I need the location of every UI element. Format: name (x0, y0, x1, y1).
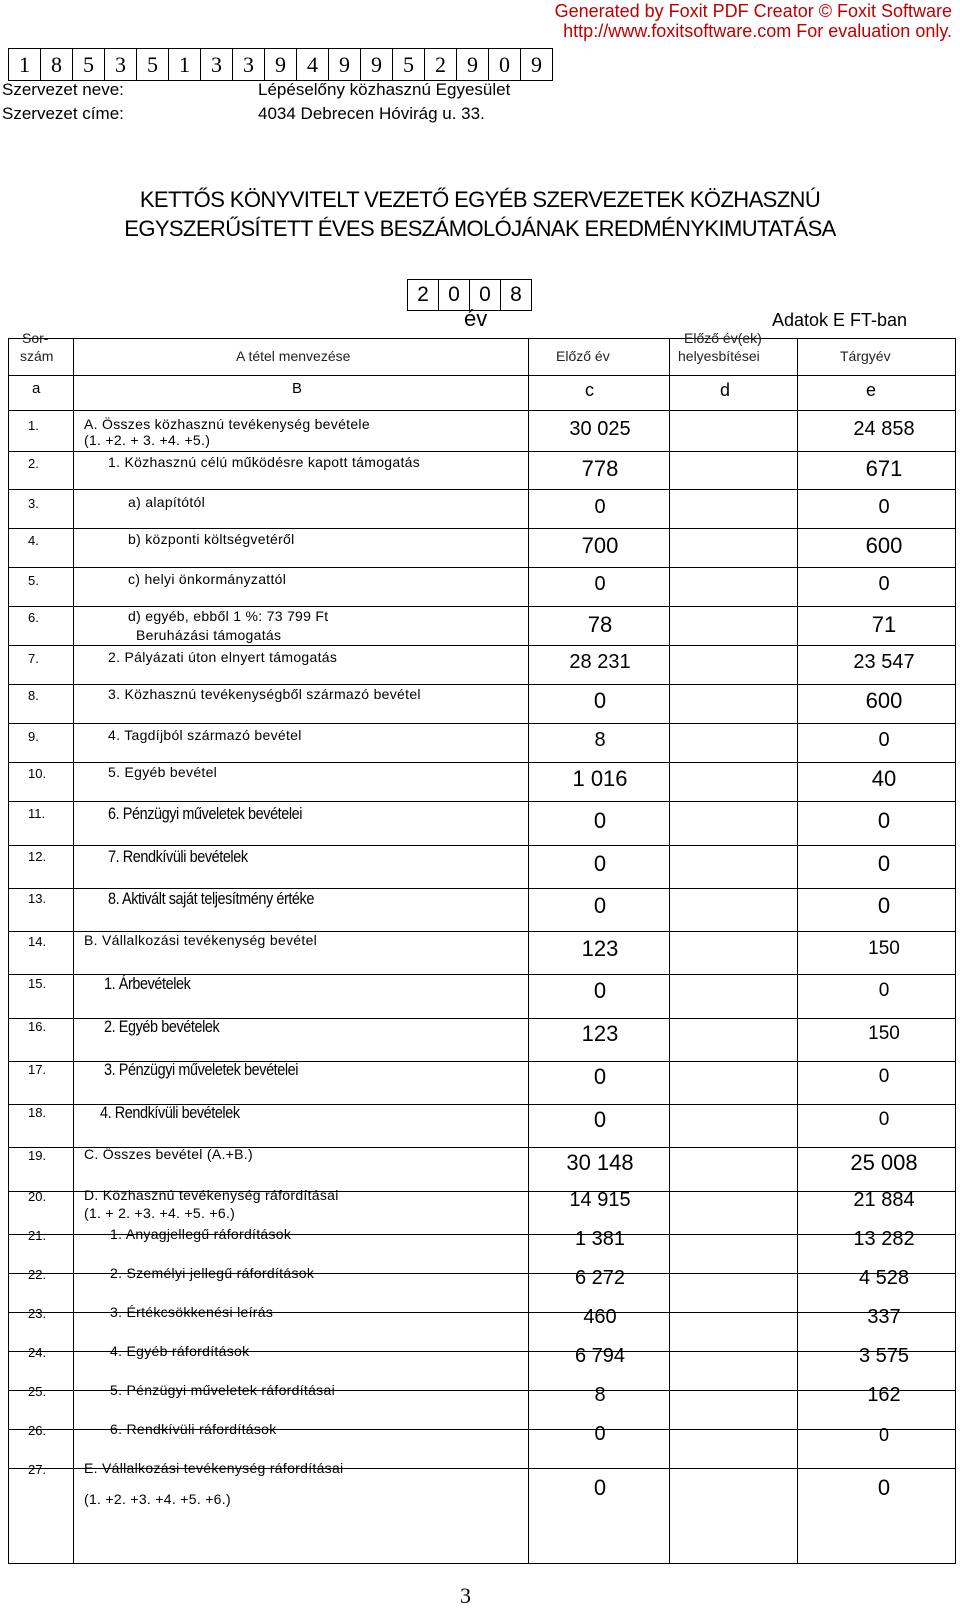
col-letter-b: B (292, 380, 303, 397)
row-label: 1. Árbevételek (104, 974, 191, 993)
tax-digit: 2 (425, 49, 457, 81)
tax-digit: 9 (521, 49, 553, 81)
row-label: 3. Értékcsökkenési leírás (110, 1304, 274, 1320)
prev-year-value: 0 (593, 688, 607, 713)
row-label: b) központi költségvetéről (128, 531, 295, 547)
current-year-value: 0 (877, 1475, 891, 1500)
tax-digit: 9 (265, 49, 297, 81)
row-label: 5. Pénzügyi műveletek ráfordításai (110, 1382, 335, 1398)
tax-digit: 1 (9, 49, 41, 81)
page-number: 3 (460, 1583, 471, 1608)
col-header-prev: Előző év (556, 348, 610, 364)
prev-year-value: 0 (593, 978, 607, 1003)
row-number: 9. (28, 729, 39, 744)
tax-digit: 3 (105, 49, 137, 81)
row-number: 11. (28, 806, 46, 821)
row-label: 1. Anyagjellegű ráfordítások (110, 1226, 292, 1242)
statement-table (8, 338, 956, 1564)
row-number: 19. (28, 1148, 47, 1163)
row-label: 4. Rendkívüli bevételek (100, 1103, 240, 1122)
tax-digit: 9 (361, 49, 393, 81)
prev-year-value: 28 231 (569, 651, 631, 673)
prev-year-value: 0 (593, 1475, 607, 1500)
col-letter-c: c (585, 380, 594, 400)
current-year-value: 24 858 (853, 418, 915, 440)
prev-year-value: 30 148 (566, 1150, 634, 1175)
row-number: 14. (28, 934, 47, 949)
current-year-value: 25 008 (850, 1150, 918, 1175)
current-year-value: 0 (878, 573, 890, 595)
tax-digit: 1 (169, 49, 201, 81)
row-label: 5. Egyéb bevétel (108, 764, 218, 780)
col-header-sor-2: szám (20, 348, 54, 364)
row-number: 26. (28, 1423, 47, 1438)
tax-digit: 3 (233, 49, 265, 81)
report-title-line-1: KETTŐS KÖNYVITELT VEZETŐ EGYÉB SZERVEZETEK KÖZHASZNÚ (139, 187, 821, 212)
prev-year-value: 123 (581, 1021, 619, 1046)
prev-year-value: 0 (594, 573, 606, 595)
prev-year-value: 0 (593, 808, 607, 833)
row-label: c) helyi önkormányzattól (128, 571, 287, 587)
prev-year-value: 8 (594, 1384, 606, 1406)
tax-digit: 0 (489, 49, 521, 81)
row-label: 2. Egyéb bevételek (104, 1017, 220, 1036)
prev-year-value: 30 025 (569, 418, 631, 440)
prev-year-value: 1 381 (574, 1228, 626, 1250)
row-label: 2. Pályázati úton elnyert támogatás (108, 649, 338, 665)
row-number: 22. (28, 1267, 47, 1282)
row-number: 18. (28, 1105, 47, 1120)
row-label: 3. Pénzügyi műveletek bevételei (104, 1060, 299, 1079)
current-year-value: 13 282 (853, 1228, 915, 1250)
prev-year-value: 1 016 (572, 766, 628, 791)
row-label: E. Vállalkozási tevékenység ráfordításai (84, 1460, 344, 1476)
row-number: 16. (28, 1019, 47, 1034)
prev-year-value: 78 (587, 612, 613, 637)
row-number: 21. (28, 1228, 47, 1243)
unit-label: Adatok E FT-ban (772, 310, 908, 330)
current-year-value: 71 (871, 612, 897, 637)
current-year-value: 0 (878, 729, 890, 751)
tax-number-boxes (8, 48, 553, 81)
prev-year-value: 6 272 (574, 1267, 626, 1289)
year-digit: 0 (439, 280, 470, 311)
row-number: 27. (28, 1462, 47, 1477)
row-number: 1. (28, 418, 39, 433)
row-label: 4. Tagdíjból származó bevétel (108, 727, 302, 743)
row-label-continued: Beruházási támogatás (136, 627, 282, 643)
tax-digit: 5 (393, 49, 425, 81)
row-label: D. Közhasznú tevékenység ráfordításai (84, 1187, 339, 1203)
report-title-line-2: EGYSZERŰSÍTETT ÉVES BESZÁMOLÓJÁNAK EREDMÉNYKIMUTATÁSA (124, 216, 836, 241)
current-year-value: 3 575 (858, 1345, 910, 1367)
row-number: 10. (28, 766, 47, 781)
tax-digit: 9 (329, 49, 361, 81)
prev-year-value: 0 (593, 1107, 607, 1132)
row-number: 12. (28, 849, 47, 864)
tax-digit: 5 (73, 49, 105, 81)
current-year-value: 40 (871, 766, 897, 791)
row-label: 7. Rendkívüli bevételek (108, 847, 248, 866)
org-address-label: Szervezet címe: (2, 104, 124, 123)
prev-year-value: 0 (593, 851, 607, 876)
watermark-line-2: http://www.foxitsoftware.com For evaluation only. (563, 21, 952, 41)
row-label: B. Vállalkozási tevékenység bevétel (84, 932, 318, 948)
current-year-value: 150 (868, 938, 900, 959)
current-year-value: 0 (877, 808, 891, 833)
row-label: 1. Közhasznú célú működésre kapott támogatás (108, 454, 421, 470)
current-year-value: 23 547 (853, 651, 915, 673)
row-label: 3. Közhasznú tevékenységből származó bevétel (108, 686, 421, 702)
tax-digit: 8 (41, 49, 73, 81)
prev-year-value: 14 915 (569, 1189, 631, 1211)
year-digit: 8 (501, 280, 532, 311)
row-label: C. Összes bevétel (A.+B.) (84, 1146, 253, 1162)
col-letter-a: a (32, 380, 41, 397)
row-number: 6. (28, 610, 39, 625)
prev-year-value: 6 794 (574, 1345, 626, 1367)
org-name-label: Szervezet neve: (2, 80, 124, 99)
row-number: 8. (28, 688, 39, 703)
tax-digit: 5 (137, 49, 169, 81)
row-number: 5. (28, 573, 39, 588)
prev-year-value: 460 (583, 1306, 617, 1328)
prev-year-value: 778 (581, 456, 619, 481)
year-label: év (464, 306, 488, 331)
row-number: 25. (28, 1384, 47, 1399)
col-header-current: Tárgyév (840, 348, 891, 364)
current-year-value: 4 528 (858, 1267, 910, 1289)
prev-year-value: 123 (581, 936, 619, 961)
prev-year-value: 8 (594, 729, 606, 751)
org-address: 4034 Debrecen Hóvirág u. 33. (258, 104, 485, 123)
row-number: 24. (28, 1345, 47, 1360)
col-letter-e: e (866, 380, 877, 400)
col-header-item: A tétel menvezése (236, 348, 351, 364)
row-label: d) egyéb, ebből 1 %: 73 799 Ft (128, 608, 329, 624)
row-number: 20. (28, 1189, 47, 1204)
prev-year-value: 0 (593, 1064, 607, 1089)
col-letter-d: d (720, 380, 731, 400)
row-number: 4. (28, 533, 39, 548)
col-header-adj-1: Előző év(ek) (684, 330, 762, 346)
current-year-value: 0 (878, 1109, 890, 1130)
prev-year-value: 700 (581, 533, 619, 558)
current-year-value: 0 (877, 851, 891, 876)
row-number: 23. (28, 1306, 47, 1321)
row-label: 4. Egyéb ráfordítások (110, 1343, 250, 1359)
row-label-continued: (1. +2. +3. +4. +5. +6.) (84, 1491, 231, 1507)
row-label: 6. Pénzügyi műveletek bevételei (108, 804, 303, 823)
row-label: 6. Rendkívüli ráfordítások (110, 1421, 277, 1437)
row-label-continued: (1. + 2. +3. +4. +5. +6.) (84, 1205, 236, 1221)
row-number: 15. (28, 976, 47, 991)
row-label: a) alapítótól (128, 494, 206, 510)
current-year-value: 21 884 (853, 1189, 915, 1211)
current-year-value: 337 (867, 1306, 901, 1328)
row-label: 8. Aktivált saját teljesítmény értéke (108, 889, 314, 908)
row-number: 3. (28, 496, 39, 511)
current-year-value: 0 (878, 496, 890, 518)
tax-digit: 3 (201, 49, 233, 81)
current-year-value: 150 (868, 1023, 900, 1044)
prev-year-value: 0 (593, 893, 607, 918)
tax-digit: 9 (457, 49, 489, 81)
current-year-value: 0 (878, 980, 890, 1001)
current-year-value: 0 (878, 1066, 890, 1087)
row-label: 2. Személyi jellegű ráfordítások (110, 1265, 315, 1281)
year-digit: 2 (408, 280, 439, 311)
org-name: Lépéselőny közhasznú Egyesület (258, 80, 511, 99)
current-year-value: 162 (867, 1384, 901, 1406)
current-year-value: 0 (877, 893, 891, 918)
year-digit: 0 (470, 280, 501, 311)
col-header-adj-2: helyesbítései (678, 348, 760, 364)
watermark-line-1: Generated by Foxit PDF Creator © Foxit Software (554, 1, 952, 21)
row-label: A. Összes közhasznú tevékenység bevétele (84, 416, 370, 432)
prev-year-value: 0 (594, 1423, 606, 1445)
tax-digit: 4 (297, 49, 329, 81)
current-year-value: 600 (865, 688, 903, 713)
current-year-value: 671 (865, 456, 903, 481)
row-number: 2. (28, 456, 39, 471)
row-number: 17. (28, 1062, 47, 1077)
row-number: 7. (28, 651, 39, 666)
prev-year-value: 0 (594, 496, 606, 518)
col-header-sor-1: Sor- (22, 330, 49, 346)
current-year-value: 600 (865, 533, 903, 558)
current-year-value: 0 (878, 1425, 889, 1445)
row-number: 13. (28, 891, 47, 906)
row-label-continued: (1. +2. + 3. +4. +5.) (84, 432, 211, 448)
